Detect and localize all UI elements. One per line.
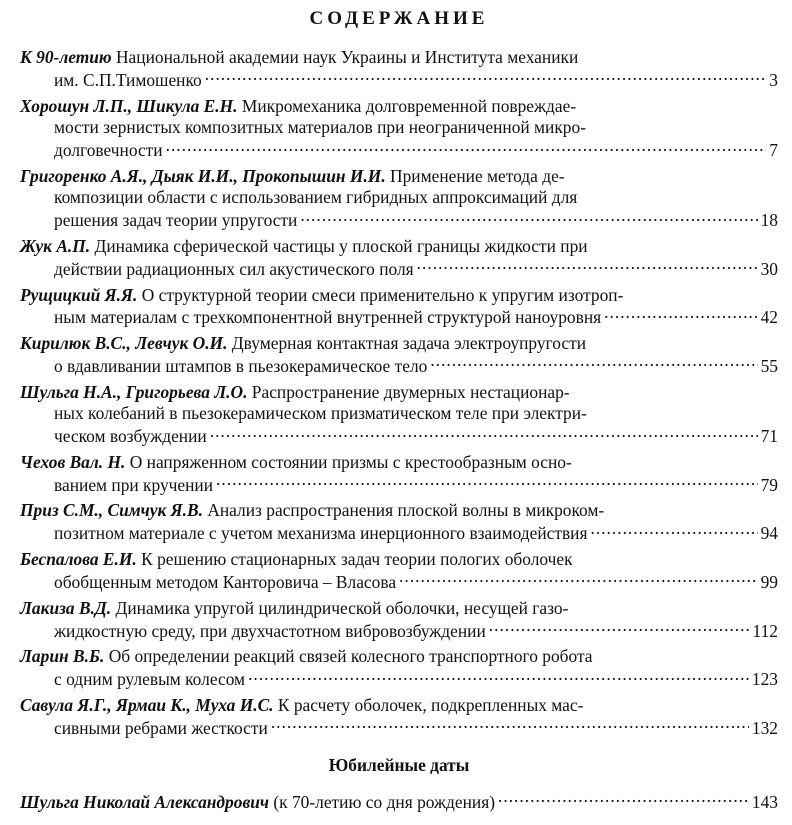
dot-leader (300, 209, 757, 226)
toc-page-number: 55 (760, 356, 778, 377)
toc-entry-title-text: о вдавливании штампов в пьезокерамическое тело (54, 356, 428, 377)
toc-entry-title-text: Динамика упругой цилиндрической оболочки, несущей газо- (115, 597, 569, 618)
toc-entry-line (20, 306, 778, 329)
toc-entry-line (20, 549, 778, 571)
toc-page-number: 7 (769, 140, 778, 161)
toc-entry-line (20, 258, 778, 281)
toc-entry-title-text: ных колебаний в пьезокерамическом призматическом теле при электри- (54, 403, 587, 424)
toc-entry-authors: Кирилюк В.С., Левчук О.И. (20, 333, 228, 354)
toc-entry-line (20, 403, 778, 425)
toc-entry-authors: Беспалова Е.И. (20, 548, 137, 569)
toc-entry-title-text: мости зернистых композитных материалов при неограниченной микро- (54, 117, 586, 138)
toc-entry-title-text: (к 70-летию со дня рождения) (273, 791, 496, 812)
toc-page-number: 132 (751, 717, 778, 738)
toc-entry-line (20, 452, 778, 474)
toc-entry-line (20, 209, 778, 232)
toc-entry-authors: Хорошун Л.П., Шикула Е.Н. (20, 95, 238, 116)
toc-entry-line (20, 47, 778, 69)
dot-leader (216, 473, 758, 490)
toc-entry-line (20, 117, 778, 139)
toc-page-number: 99 (760, 571, 778, 592)
toc-entry-title-text: Двумерная контактная задача электроупругости (231, 333, 587, 354)
toc-entry-title-text: Микромеханика долговременной повреждае- (241, 95, 577, 116)
toc-title: СОДЕРЖАНИЕ (309, 8, 489, 29)
toc-entry-title-text: О напряженном состоянии призмы с крестообразным осно- (129, 451, 572, 472)
toc-page-number: 18 (760, 210, 778, 231)
dot-leader (498, 790, 749, 807)
toc-entry-title-text: Применение метода де- (390, 165, 565, 186)
toc-entry (20, 236, 778, 281)
toc-entry-title-text: Динамика сферической частицы у плоской границы жидкости при (94, 235, 588, 256)
dot-leader (399, 571, 758, 588)
toc-entry-line (20, 187, 778, 209)
toc-entry-title-text: ванием при кручении (54, 474, 214, 495)
toc-entry-line (20, 96, 778, 118)
toc-entry-authors: Шульга Н.А., Григорьева Л.О. (20, 381, 248, 402)
toc-entry-line (20, 473, 778, 496)
toc-entry-line (20, 522, 778, 545)
toc-entry-title-text: сивными ребрами жесткости (54, 717, 268, 738)
dot-leader (248, 668, 749, 685)
toc-entry-line (20, 695, 778, 717)
toc-entry-line (20, 619, 778, 642)
toc-entry-line (20, 571, 778, 594)
toc-entry (20, 646, 778, 691)
toc-entry (20, 166, 778, 232)
toc-entry (20, 96, 778, 162)
toc-entry (20, 500, 778, 545)
toc-entry-authors: Григоренко А.Я., Дыяк И.И., Прокопышин И.И. (20, 165, 386, 186)
dot-leader (489, 619, 750, 636)
toc-entry-title-text: ным материалам с трехкомпонентной внутренней структурой наноуровня (54, 307, 602, 328)
toc-entry-line (20, 333, 778, 355)
toc-entry-line (20, 425, 778, 448)
toc-entry-title-text: Анализ распространения плоской волны в микроком- (207, 500, 605, 521)
toc-entries (20, 47, 778, 739)
toc-page-number: 30 (760, 258, 778, 279)
toc-entry-authors: Шульга Николай Александрович (20, 791, 270, 812)
toc-entry-line (20, 716, 778, 739)
dot-leader (417, 258, 758, 275)
toc-entry (20, 47, 778, 92)
toc-page-number: 3 (769, 69, 778, 90)
toc-entry-authors: Рущицкий Я.Я. (20, 284, 138, 305)
toc-entry-line (20, 355, 778, 378)
toc-entry-line (20, 598, 778, 620)
toc-entry (20, 382, 778, 448)
toc-entry (20, 333, 778, 378)
toc-entry (20, 695, 778, 740)
toc-entry-authors: Чехов Вал. Н. (20, 451, 126, 472)
toc-entry-line (20, 236, 778, 258)
toc-entry (20, 549, 778, 594)
toc-entry-title-text: О структурной теории смеси применительно к упругим изотроп- (141, 284, 624, 305)
toc-page-number: 42 (760, 307, 778, 328)
toc-entry-line (20, 166, 778, 188)
toc-page-number: 123 (751, 669, 778, 690)
toc-entry (20, 598, 778, 643)
dot-leader (210, 425, 758, 442)
toc-entry (20, 790, 778, 813)
toc-page-number: 94 (760, 523, 778, 544)
toc-entry-line (20, 790, 778, 813)
toc-entry-title-text: К расчету оболочек, подкрепленных мас- (277, 694, 584, 715)
toc-entry-authors: Лакиза В.Д. (20, 597, 112, 618)
dot-leader (205, 69, 767, 86)
toc-entry-line (20, 646, 778, 668)
toc-entry-title-text: решения задач теории упругости (54, 210, 298, 231)
toc-entry-line (20, 500, 778, 522)
toc-entry-title-text: действии радиационных сил акустического поля (54, 258, 414, 279)
toc-entry-line (20, 69, 778, 92)
toc-entry-title-text: Об определении реакций связей колесного транспортного робота (108, 646, 593, 667)
toc-page-number: 71 (760, 426, 778, 447)
dot-leader (430, 355, 757, 372)
dot-leader (271, 716, 749, 733)
toc-page-number: 143 (751, 791, 778, 812)
toc-page-number: 79 (760, 474, 778, 495)
toc-entry-title-text: обобщенным методом Канторовича – Власова (54, 571, 397, 592)
dot-leader (604, 306, 757, 323)
toc-entry-title-text: с одним рулевым колесом (54, 669, 246, 690)
toc-entry-line (20, 382, 778, 404)
toc-entry-title-text: ческом возбуждении (54, 426, 207, 447)
toc-page-number: 112 (752, 620, 778, 641)
dot-leader (590, 522, 757, 539)
toc-entry-title-text: долговечности (54, 140, 163, 161)
toc-entry-line (20, 668, 778, 691)
toc-entry-authors: Приз С.М., Симчук Я.В. (20, 500, 203, 521)
section-heading: Юбилейные даты (328, 755, 470, 776)
toc-entry (20, 285, 778, 330)
toc-entry-line (20, 285, 778, 307)
toc-entry (20, 452, 778, 497)
toc-page (20, 6, 778, 817)
toc-entry-title-text: позитном материале с учетом механизма инерционного взаимодействия (54, 523, 588, 544)
toc-entry-authors: Савула Я.Г., Ярмаи К., Муха И.С. (20, 694, 274, 715)
section-entries (20, 790, 778, 813)
toc-entry-title-text: Распространение двумерных нестационар- (251, 381, 570, 402)
toc-entry-line (20, 139, 778, 162)
toc-entry-title-text: Национальной академии наук Украины и Института механики (116, 47, 579, 67)
toc-entry-title-text: жидкостную среду, при двухчастотном вибровозбуждении (54, 620, 486, 641)
toc-entry-authors: Жук А.П. (20, 235, 91, 256)
toc-entry-title-text: композиции области с использованием гибридных аппроксимаций для (54, 187, 578, 208)
toc-entry-title-text: им. С.П.Тимошенко (54, 69, 202, 90)
toc-entry-authors: Ларин В.Б. (20, 646, 105, 667)
dot-leader (166, 139, 767, 156)
toc-entry-title-text: К решению стационарных задач теории пологих оболочек (141, 548, 573, 569)
toc-entry-authors: К 90-летию (20, 47, 112, 67)
